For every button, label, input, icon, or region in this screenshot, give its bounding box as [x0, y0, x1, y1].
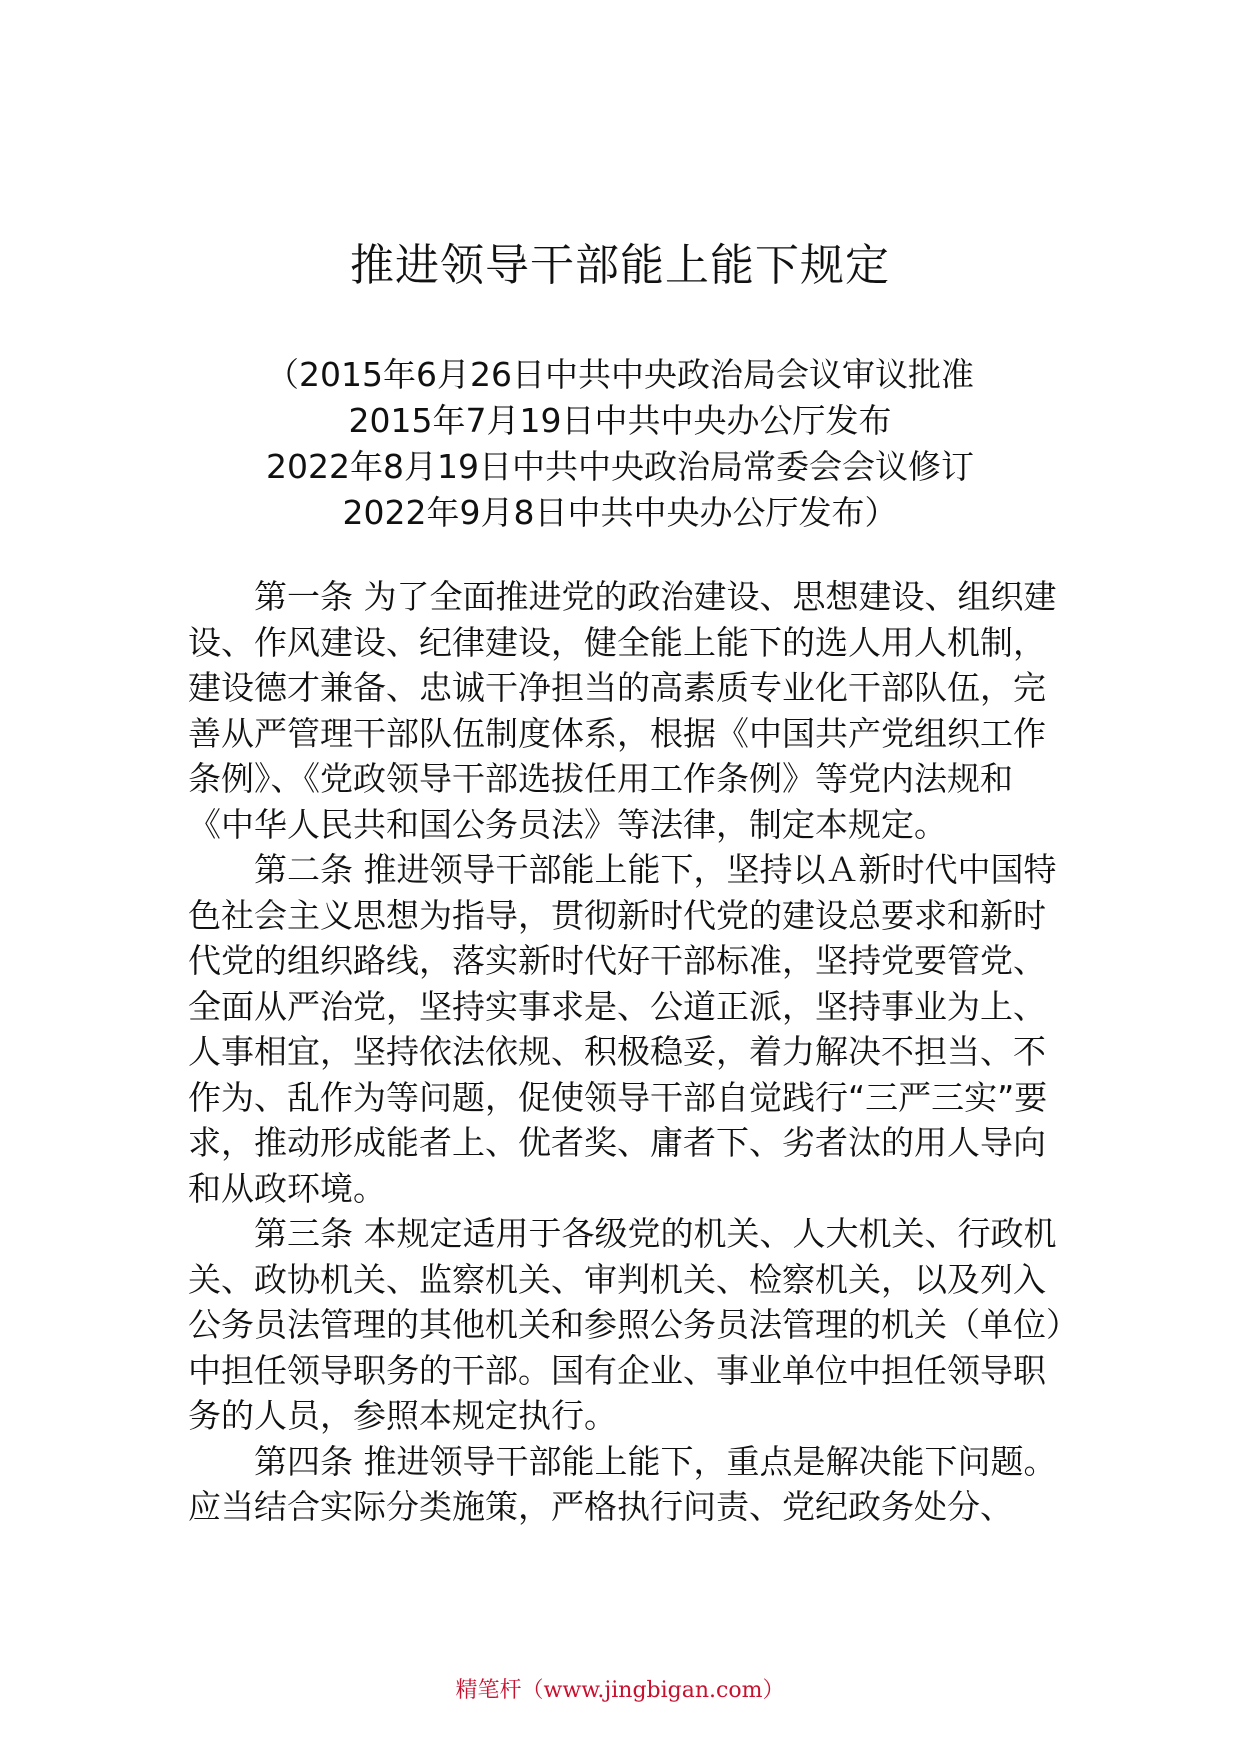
document-title: 推进领导干部能上能下规定: [350, 240, 890, 291]
article-paragraph: 第四条 推进领导干部能上能下，重点是解决能下问题。应当结合实际分类施策，严格执行问责、党纪政务处分、: [188, 1441, 1057, 1526]
document-body: [188, 574, 1068, 1530]
footer-watermark[interactable]: 精笔杆（www.jingbigan.com）: [455, 1678, 785, 1703]
document-subtitle: [0, 352, 1240, 536]
article-paragraph: 第一条 为了全面推进党的政治建设、思想建设、组织建设、作风建设、纪律建设，健全能上能下的选人用人机制，建设德才兼备、忠诚干净担当的高素质专业化干部队伍，完善从严管理干部队伍制度体系，根据《中国共产党组织工作条例》、《党政领导干部选拔任用工作条例》等党内法规和《中华人民共和国公务员法》等法律，制定本规定。: [188, 577, 1057, 844]
article-paragraph: 第三条 本规定适用于各级党的机关、人大机关、行政机关、政协机关、监察机关、审判机关、检察机关，以及列入公务员法管理的其他机关和参照公务员法管理的机关（单位）中担任领导职务的干部。国有企业、事业单位中担任领导职务的人员，参照本规定执行。: [188, 1214, 1063, 1435]
subtitle-line: （2015年6月26日中共中央政治局会议审议批准: [266, 355, 974, 394]
subtitle-line: 2022年9月8日中共中央办公厅发布）: [342, 493, 898, 532]
subtitle-line: 2022年8月19日中共中央政治局常委会会议修订: [266, 447, 974, 486]
subtitle-line: 2015年7月19日中共中央办公厅发布: [348, 401, 892, 440]
article-paragraph: 第二条 推进领导干部能上能下，坚持以Ａ新时代中国特色社会主义思想为指导，贯彻新时代党的建设总要求和新时代党的组织路线，落实新时代好干部标准，坚持党要管党、全面从严治党，坚持实事求是、公道正派，坚持事业为上、人事相宜，坚持依法依规、积极稳妥，着力解决不担当、不作为、乱作为等问题，促使领导干部自觉践行“三严三实”要求，推动形成能者上、优者奖、庸者下、劣者汰的用人导向和从政环境。: [188, 850, 1057, 1208]
